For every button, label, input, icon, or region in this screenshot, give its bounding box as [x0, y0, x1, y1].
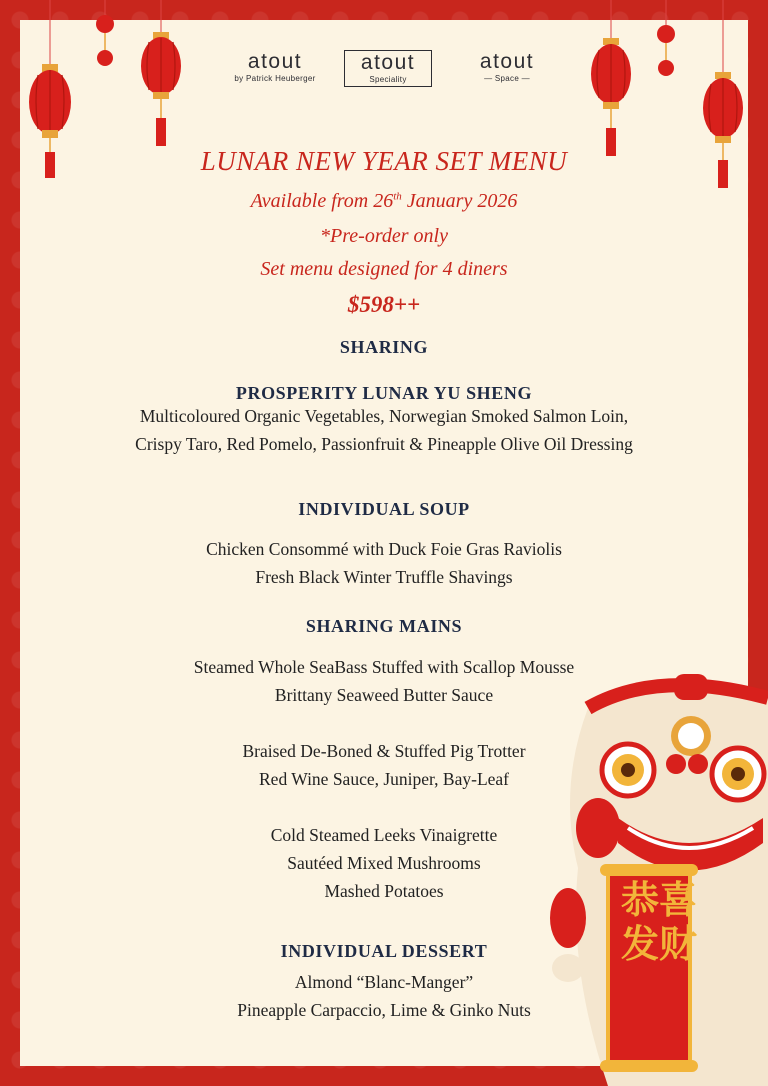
menu-price: $598++: [347, 292, 421, 317]
menu-line: Sautéed Mixed Mushrooms: [287, 853, 481, 873]
brand-logos: [0, 50, 768, 90]
menu-line: Mashed Potatoes: [324, 881, 444, 901]
menu-line: Cold Steamed Leeks Vinaigrette: [270, 825, 498, 845]
logo-atout-speciality: [344, 50, 432, 87]
dish-title-yu-sheng: PROSPERITY LUNAR YU SHENG: [235, 383, 533, 403]
section-heading-dessert: INDIVIDUAL DESSERT: [280, 941, 488, 961]
logo-atout-space: atout — Space —: [479, 50, 535, 83]
menu-line: Multicoloured Organic Vegetables, Norwegian Smoked Salmon Loin,: [139, 406, 629, 426]
menu-line: Red Wine Sauce, Juniper, Bay-Leaf: [259, 769, 509, 789]
section-heading-mains: SHARING MAINS: [305, 616, 463, 636]
diners-note: Set menu designed for 4 diners: [260, 258, 508, 280]
logo-dash: —: [484, 74, 495, 83]
menu-line: Pineapple Carpaccio, Lime & Ginko Nuts: [237, 1000, 531, 1020]
lion-banner-text: 恭喜发财: [620, 878, 697, 966]
logo-box: atout Speciality: [344, 50, 432, 87]
menu-line: Crispy Taro, Red Pomelo, Passionfruit & Pineapple Olive Oil Dressing: [135, 434, 633, 454]
section-heading-soup: INDIVIDUAL SOUP: [298, 499, 470, 519]
menu-line: Braised De-Boned & Stuffed Pig Trotter: [242, 741, 526, 761]
menu-title: LUNAR NEW YEAR SET MENU: [200, 146, 568, 176]
menu-line: Fresh Black Winter Truffle Shavings: [255, 567, 513, 587]
preorder-note: *Pre-order only: [320, 225, 448, 247]
section-heading-sharing: SHARING: [339, 337, 429, 357]
availability-text: Available from 26th January 2026: [250, 190, 518, 212]
logo-dash: —: [519, 74, 530, 83]
menu-line: Chicken Consommé with Duck Foie Gras Raviolis: [206, 539, 562, 559]
menu-line: Brittany Seaweed Butter Sauce: [274, 685, 494, 705]
menu-line: Steamed Whole SeaBass Stuffed with Scallop Mousse: [193, 657, 575, 677]
menu-line: Almond “Blanc-Manger”: [294, 972, 474, 992]
logo-atout-patrick-heuberger: atout by Patrick Heuberger: [234, 50, 316, 83]
